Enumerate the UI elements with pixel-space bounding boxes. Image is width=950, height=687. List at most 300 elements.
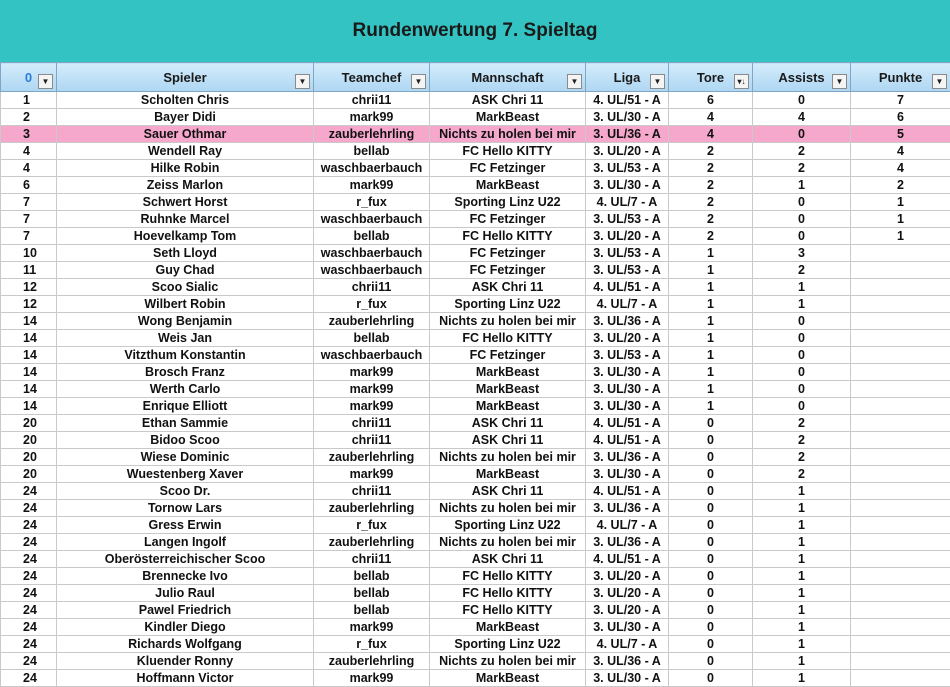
cell-tore[interactable]: 0 xyxy=(669,432,753,449)
cell-liga[interactable]: 3. UL/30 - A xyxy=(586,109,669,126)
cell-spieler[interactable]: Weis Jan xyxy=(57,330,314,347)
cell-assists[interactable]: 2 xyxy=(753,415,851,432)
cell-spieler[interactable]: Wong Benjamin xyxy=(57,313,314,330)
cell-spieler[interactable]: Bayer Didi xyxy=(57,109,314,126)
table-row[interactable] xyxy=(1,126,950,143)
cell-assists[interactable]: 1 xyxy=(753,585,851,602)
table-row[interactable] xyxy=(1,483,950,500)
cell-teamchef[interactable]: chrii11 xyxy=(314,551,430,568)
cell-rank[interactable]: 20 xyxy=(1,432,57,449)
cell-spieler[interactable]: Zeiss Marlon xyxy=(57,177,314,194)
cell-teamchef[interactable]: zauberlehrling xyxy=(314,126,430,143)
cell-teamchef[interactable]: chrii11 xyxy=(314,483,430,500)
cell-tore[interactable]: 0 xyxy=(669,534,753,551)
cell-assists[interactable]: 2 xyxy=(753,466,851,483)
cell-mannschaft[interactable]: MarkBeast xyxy=(430,381,586,398)
cell-punkte[interactable] xyxy=(851,636,950,653)
cell-teamchef[interactable]: mark99 xyxy=(314,364,430,381)
cell-punkte[interactable]: 6 xyxy=(851,109,950,126)
cell-punkte[interactable] xyxy=(851,551,950,568)
cell-mannschaft[interactable]: Nichts zu holen bei mir xyxy=(430,500,586,517)
cell-tore[interactable]: 1 xyxy=(669,313,753,330)
cell-mannschaft[interactable]: FC Hello KITTY xyxy=(430,143,586,160)
cell-liga[interactable]: 3. UL/30 - A xyxy=(586,466,669,483)
table-row[interactable] xyxy=(1,313,950,330)
cell-spieler[interactable]: Guy Chad xyxy=(57,262,314,279)
cell-rank[interactable]: 24 xyxy=(1,568,57,585)
cell-rank[interactable]: 24 xyxy=(1,551,57,568)
cell-assists[interactable]: 1 xyxy=(753,636,851,653)
cell-punkte[interactable]: 2 xyxy=(851,177,950,194)
cell-spieler[interactable]: Wuestenberg Xaver xyxy=(57,466,314,483)
cell-spieler[interactable]: Pawel Friedrich xyxy=(57,602,314,619)
cell-teamchef[interactable]: waschbaerbauch xyxy=(314,347,430,364)
cell-liga[interactable]: 4. UL/51 - A xyxy=(586,432,669,449)
cell-rank[interactable]: 7 xyxy=(1,194,57,211)
cell-assists[interactable]: 0 xyxy=(753,398,851,415)
cell-assists[interactable]: 2 xyxy=(753,449,851,466)
cell-teamchef[interactable]: zauberlehrling xyxy=(314,500,430,517)
cell-assists[interactable]: 3 xyxy=(753,245,851,262)
cell-tore[interactable]: 2 xyxy=(669,143,753,160)
filter-dropdown-icon[interactable]: ▼ xyxy=(832,74,847,89)
table-row[interactable] xyxy=(1,160,950,177)
cell-mannschaft[interactable]: MarkBeast xyxy=(430,619,586,636)
table-row[interactable] xyxy=(1,109,950,126)
cell-rank[interactable]: 24 xyxy=(1,517,57,534)
cell-punkte[interactable] xyxy=(851,449,950,466)
cell-teamchef[interactable]: zauberlehrling xyxy=(314,653,430,670)
cell-mannschaft[interactable]: MarkBeast xyxy=(430,466,586,483)
cell-spieler[interactable]: Sauer Othmar xyxy=(57,126,314,143)
cell-teamchef[interactable]: chrii11 xyxy=(314,432,430,449)
cell-liga[interactable]: 3. UL/30 - A xyxy=(586,619,669,636)
cell-assists[interactable]: 0 xyxy=(753,381,851,398)
cell-spieler[interactable]: Ethan Sammie xyxy=(57,415,314,432)
cell-assists[interactable]: 0 xyxy=(753,126,851,143)
cell-punkte[interactable] xyxy=(851,279,950,296)
cell-liga[interactable]: 4. UL/7 - A xyxy=(586,636,669,653)
cell-spieler[interactable]: Brosch Franz xyxy=(57,364,314,381)
cell-teamchef[interactable]: mark99 xyxy=(314,109,430,126)
cell-spieler[interactable]: Langen Ingolf xyxy=(57,534,314,551)
cell-mannschaft[interactable]: FC Hello KITTY xyxy=(430,568,586,585)
cell-assists[interactable]: 1 xyxy=(753,568,851,585)
cell-teamchef[interactable]: bellab xyxy=(314,568,430,585)
cell-tore[interactable]: 0 xyxy=(669,551,753,568)
cell-liga[interactable]: 3. UL/20 - A xyxy=(586,228,669,245)
cell-tore[interactable]: 0 xyxy=(669,517,753,534)
cell-tore[interactable]: 0 xyxy=(669,415,753,432)
cell-mannschaft[interactable]: FC Hello KITTY xyxy=(430,228,586,245)
cell-assists[interactable]: 1 xyxy=(753,619,851,636)
cell-rank[interactable]: 6 xyxy=(1,177,57,194)
cell-spieler[interactable]: Kindler Diego xyxy=(57,619,314,636)
cell-punkte[interactable] xyxy=(851,466,950,483)
cell-punkte[interactable] xyxy=(851,517,950,534)
cell-tore[interactable]: 2 xyxy=(669,177,753,194)
cell-assists[interactable]: 1 xyxy=(753,177,851,194)
cell-assists[interactable]: 0 xyxy=(753,211,851,228)
cell-liga[interactable]: 3. UL/20 - A xyxy=(586,585,669,602)
table-row[interactable] xyxy=(1,653,950,670)
cell-rank[interactable]: 24 xyxy=(1,653,57,670)
cell-liga[interactable]: 4. UL/51 - A xyxy=(586,92,669,109)
cell-mannschaft[interactable]: FC Hello KITTY xyxy=(430,330,586,347)
table-row[interactable] xyxy=(1,432,950,449)
cell-tore[interactable]: 0 xyxy=(669,449,753,466)
table-row[interactable] xyxy=(1,347,950,364)
cell-mannschaft[interactable]: FC Hello KITTY xyxy=(430,585,586,602)
table-row[interactable] xyxy=(1,602,950,619)
cell-punkte[interactable] xyxy=(851,364,950,381)
cell-liga[interactable]: 3. UL/36 - A xyxy=(586,126,669,143)
cell-teamchef[interactable]: r_fux xyxy=(314,636,430,653)
cell-assists[interactable]: 1 xyxy=(753,653,851,670)
cell-spieler[interactable]: Scoo Sialic xyxy=(57,279,314,296)
cell-tore[interactable]: 0 xyxy=(669,500,753,517)
cell-mannschaft[interactable]: FC Fetzinger xyxy=(430,262,586,279)
cell-punkte[interactable] xyxy=(851,670,950,687)
cell-spieler[interactable]: Vitzthum Konstantin xyxy=(57,347,314,364)
cell-liga[interactable]: 3. UL/36 - A xyxy=(586,500,669,517)
cell-teamchef[interactable]: waschbaerbauch xyxy=(314,160,430,177)
cell-rank[interactable]: 12 xyxy=(1,296,57,313)
cell-mannschaft[interactable]: MarkBeast xyxy=(430,177,586,194)
cell-mannschaft[interactable]: ASK Chri 11 xyxy=(430,551,586,568)
cell-mannschaft[interactable]: FC Fetzinger xyxy=(430,245,586,262)
table-row[interactable] xyxy=(1,585,950,602)
cell-assists[interactable]: 0 xyxy=(753,313,851,330)
cell-assists[interactable]: 0 xyxy=(753,347,851,364)
cell-punkte[interactable]: 1 xyxy=(851,228,950,245)
cell-teamchef[interactable]: bellab xyxy=(314,228,430,245)
cell-rank[interactable]: 20 xyxy=(1,449,57,466)
cell-liga[interactable]: 3. UL/36 - A xyxy=(586,534,669,551)
cell-rank[interactable]: 1 xyxy=(1,92,57,109)
table-row[interactable] xyxy=(1,398,950,415)
cell-punkte[interactable] xyxy=(851,296,950,313)
cell-spieler[interactable]: Werth Carlo xyxy=(57,381,314,398)
cell-spieler[interactable]: Wiese Dominic xyxy=(57,449,314,466)
cell-rank[interactable]: 10 xyxy=(1,245,57,262)
cell-teamchef[interactable]: chrii11 xyxy=(314,415,430,432)
cell-teamchef[interactable]: mark99 xyxy=(314,398,430,415)
cell-rank[interactable]: 20 xyxy=(1,466,57,483)
cell-teamchef[interactable]: mark99 xyxy=(314,466,430,483)
cell-punkte[interactable]: 1 xyxy=(851,194,950,211)
cell-teamchef[interactable]: r_fux xyxy=(314,517,430,534)
cell-teamchef[interactable]: zauberlehrling xyxy=(314,534,430,551)
cell-assists[interactable]: 1 xyxy=(753,670,851,687)
cell-spieler[interactable]: Ruhnke Marcel xyxy=(57,211,314,228)
cell-punkte[interactable] xyxy=(851,619,950,636)
cell-spieler[interactable]: Schwert Horst xyxy=(57,194,314,211)
cell-teamchef[interactable]: bellab xyxy=(314,330,430,347)
cell-rank[interactable]: 24 xyxy=(1,500,57,517)
cell-punkte[interactable] xyxy=(851,313,950,330)
cell-punkte[interactable] xyxy=(851,347,950,364)
table-row[interactable] xyxy=(1,466,950,483)
cell-assists[interactable]: 2 xyxy=(753,432,851,449)
cell-tore[interactable]: 0 xyxy=(669,466,753,483)
cell-spieler[interactable]: Richards Wolfgang xyxy=(57,636,314,653)
cell-rank[interactable]: 14 xyxy=(1,347,57,364)
table-row[interactable] xyxy=(1,143,950,160)
cell-assists[interactable]: 1 xyxy=(753,483,851,500)
cell-liga[interactable]: 3. UL/53 - A xyxy=(586,160,669,177)
cell-spieler[interactable]: Julio Raul xyxy=(57,585,314,602)
cell-liga[interactable]: 3. UL/30 - A xyxy=(586,381,669,398)
cell-assists[interactable]: 1 xyxy=(753,279,851,296)
table-row[interactable] xyxy=(1,262,950,279)
cell-rank[interactable]: 14 xyxy=(1,313,57,330)
table-row[interactable] xyxy=(1,211,950,228)
cell-rank[interactable]: 24 xyxy=(1,534,57,551)
cell-liga[interactable]: 3. UL/30 - A xyxy=(586,398,669,415)
cell-tore[interactable]: 2 xyxy=(669,160,753,177)
cell-liga[interactable]: 4. UL/7 - A xyxy=(586,517,669,534)
filter-dropdown-icon[interactable]: ▼ xyxy=(411,74,426,89)
cell-teamchef[interactable]: mark99 xyxy=(314,381,430,398)
cell-mannschaft[interactable]: ASK Chri 11 xyxy=(430,415,586,432)
cell-mannschaft[interactable]: MarkBeast xyxy=(430,109,586,126)
cell-tore[interactable]: 0 xyxy=(669,653,753,670)
cell-tore[interactable]: 0 xyxy=(669,636,753,653)
cell-teamchef[interactable]: bellab xyxy=(314,585,430,602)
cell-spieler[interactable]: Wendell Ray xyxy=(57,143,314,160)
cell-punkte[interactable] xyxy=(851,245,950,262)
cell-punkte[interactable] xyxy=(851,432,950,449)
cell-assists[interactable]: 2 xyxy=(753,143,851,160)
cell-tore[interactable]: 1 xyxy=(669,279,753,296)
cell-mannschaft[interactable]: Sporting Linz U22 xyxy=(430,636,586,653)
cell-teamchef[interactable]: waschbaerbauch xyxy=(314,262,430,279)
cell-liga[interactable]: 3. UL/36 - A xyxy=(586,313,669,330)
cell-teamchef[interactable]: mark99 xyxy=(314,670,430,687)
cell-mannschaft[interactable]: Sporting Linz U22 xyxy=(430,517,586,534)
cell-assists[interactable]: 1 xyxy=(753,534,851,551)
cell-tore[interactable]: 0 xyxy=(669,483,753,500)
cell-tore[interactable]: 1 xyxy=(669,262,753,279)
cell-spieler[interactable]: Oberösterreichischer Scoo xyxy=(57,551,314,568)
cell-assists[interactable]: 1 xyxy=(753,296,851,313)
cell-tore[interactable]: 1 xyxy=(669,381,753,398)
cell-rank[interactable]: 24 xyxy=(1,619,57,636)
cell-spieler[interactable]: Scholten Chris xyxy=(57,92,314,109)
cell-tore[interactable]: 0 xyxy=(669,585,753,602)
cell-mannschaft[interactable]: MarkBeast xyxy=(430,670,586,687)
cell-spieler[interactable]: Tornow Lars xyxy=(57,500,314,517)
cell-rank[interactable]: 24 xyxy=(1,585,57,602)
cell-rank[interactable]: 24 xyxy=(1,670,57,687)
cell-punkte[interactable] xyxy=(851,585,950,602)
cell-assists[interactable]: 1 xyxy=(753,517,851,534)
cell-mannschaft[interactable]: MarkBeast xyxy=(430,364,586,381)
cell-teamchef[interactable]: waschbaerbauch xyxy=(314,211,430,228)
cell-mannschaft[interactable]: Nichts zu holen bei mir xyxy=(430,449,586,466)
cell-rank[interactable]: 24 xyxy=(1,602,57,619)
cell-spieler[interactable]: Hilke Robin xyxy=(57,160,314,177)
cell-mannschaft[interactable]: MarkBeast xyxy=(430,398,586,415)
cell-mannschaft[interactable]: ASK Chri 11 xyxy=(430,483,586,500)
cell-teamchef[interactable]: zauberlehrling xyxy=(314,449,430,466)
cell-spieler[interactable]: Kluender Ronny xyxy=(57,653,314,670)
table-row[interactable] xyxy=(1,670,950,687)
cell-punkte[interactable] xyxy=(851,398,950,415)
table-row[interactable] xyxy=(1,279,950,296)
cell-assists[interactable]: 0 xyxy=(753,364,851,381)
table-row[interactable] xyxy=(1,364,950,381)
cell-tore[interactable]: 2 xyxy=(669,194,753,211)
cell-punkte[interactable]: 1 xyxy=(851,211,950,228)
cell-liga[interactable]: 3. UL/36 - A xyxy=(586,449,669,466)
cell-spieler[interactable]: Seth Lloyd xyxy=(57,245,314,262)
cell-rank[interactable]: 14 xyxy=(1,330,57,347)
cell-rank[interactable]: 3 xyxy=(1,126,57,143)
cell-teamchef[interactable]: waschbaerbauch xyxy=(314,245,430,262)
cell-assists[interactable]: 2 xyxy=(753,160,851,177)
cell-teamchef[interactable]: bellab xyxy=(314,143,430,160)
cell-liga[interactable]: 3. UL/30 - A xyxy=(586,364,669,381)
cell-liga[interactable]: 3. UL/53 - A xyxy=(586,245,669,262)
filter-dropdown-icon[interactable]: ▼ xyxy=(38,74,53,89)
cell-assists[interactable]: 2 xyxy=(753,262,851,279)
cell-rank[interactable]: 14 xyxy=(1,381,57,398)
cell-assists[interactable]: 1 xyxy=(753,551,851,568)
cell-tore[interactable]: 4 xyxy=(669,109,753,126)
cell-rank[interactable]: 7 xyxy=(1,211,57,228)
cell-teamchef[interactable]: r_fux xyxy=(314,194,430,211)
table-row[interactable] xyxy=(1,194,950,211)
cell-mannschaft[interactable]: ASK Chri 11 xyxy=(430,92,586,109)
cell-rank[interactable]: 7 xyxy=(1,228,57,245)
cell-liga[interactable]: 3. UL/20 - A xyxy=(586,568,669,585)
cell-liga[interactable]: 4. UL/51 - A xyxy=(586,551,669,568)
table-row[interactable] xyxy=(1,619,950,636)
cell-spieler[interactable]: Scoo Dr. xyxy=(57,483,314,500)
cell-punkte[interactable] xyxy=(851,500,950,517)
cell-liga[interactable]: 3. UL/53 - A xyxy=(586,211,669,228)
cell-mannschaft[interactable]: ASK Chri 11 xyxy=(430,432,586,449)
cell-punkte[interactable] xyxy=(851,568,950,585)
cell-tore[interactable]: 2 xyxy=(669,211,753,228)
cell-mannschaft[interactable]: Nichts zu holen bei mir xyxy=(430,534,586,551)
cell-liga[interactable]: 3. UL/20 - A xyxy=(586,143,669,160)
filter-dropdown-icon[interactable]: ▼ xyxy=(932,74,947,89)
cell-tore[interactable]: 2 xyxy=(669,228,753,245)
cell-tore[interactable]: 1 xyxy=(669,296,753,313)
cell-liga[interactable]: 3. UL/53 - A xyxy=(586,347,669,364)
cell-liga[interactable]: 3. UL/20 - A xyxy=(586,330,669,347)
cell-assists[interactable]: 1 xyxy=(753,500,851,517)
cell-mannschaft[interactable]: Nichts zu holen bei mir xyxy=(430,313,586,330)
cell-spieler[interactable]: Bidoo Scoo xyxy=(57,432,314,449)
cell-rank[interactable]: 14 xyxy=(1,398,57,415)
cell-assists[interactable]: 0 xyxy=(753,228,851,245)
cell-mannschaft[interactable]: Nichts zu holen bei mir xyxy=(430,126,586,143)
cell-spieler[interactable]: Hoffmann Victor xyxy=(57,670,314,687)
cell-mannschaft[interactable]: FC Fetzinger xyxy=(430,211,586,228)
cell-tore[interactable]: 0 xyxy=(669,568,753,585)
table-row[interactable] xyxy=(1,245,950,262)
cell-rank[interactable]: 2 xyxy=(1,109,57,126)
table-row[interactable] xyxy=(1,636,950,653)
cell-punkte[interactable]: 7 xyxy=(851,92,950,109)
cell-rank[interactable]: 14 xyxy=(1,364,57,381)
cell-liga[interactable]: 4. UL/7 - A xyxy=(586,296,669,313)
cell-spieler[interactable]: Enrique Elliott xyxy=(57,398,314,415)
filter-dropdown-icon[interactable]: ▼ xyxy=(650,74,665,89)
cell-punkte[interactable] xyxy=(851,602,950,619)
cell-mannschaft[interactable]: FC Hello KITTY xyxy=(430,602,586,619)
cell-liga[interactable]: 3. UL/53 - A xyxy=(586,262,669,279)
cell-punkte[interactable] xyxy=(851,330,950,347)
cell-tore[interactable]: 6 xyxy=(669,92,753,109)
cell-mannschaft[interactable]: FC Fetzinger xyxy=(430,160,586,177)
cell-punkte[interactable] xyxy=(851,534,950,551)
cell-spieler[interactable]: Wilbert Robin xyxy=(57,296,314,313)
table-row[interactable] xyxy=(1,551,950,568)
table-row[interactable] xyxy=(1,330,950,347)
cell-liga[interactable]: 4. UL/51 - A xyxy=(586,415,669,432)
table-row[interactable] xyxy=(1,228,950,245)
cell-liga[interactable]: 3. UL/30 - A xyxy=(586,670,669,687)
cell-teamchef[interactable]: mark99 xyxy=(314,177,430,194)
cell-punkte[interactable]: 5 xyxy=(851,126,950,143)
filter-dropdown-icon[interactable]: ▼ xyxy=(295,74,310,89)
table-row[interactable] xyxy=(1,381,950,398)
cell-rank[interactable]: 12 xyxy=(1,279,57,296)
cell-tore[interactable]: 1 xyxy=(669,347,753,364)
cell-punkte[interactable] xyxy=(851,653,950,670)
cell-liga[interactable]: 4. UL/51 - A xyxy=(586,279,669,296)
cell-liga[interactable]: 3. UL/30 - A xyxy=(586,177,669,194)
cell-spieler[interactable]: Hoevelkamp Tom xyxy=(57,228,314,245)
cell-tore[interactable]: 0 xyxy=(669,619,753,636)
cell-punkte[interactable] xyxy=(851,381,950,398)
cell-punkte[interactable]: 4 xyxy=(851,160,950,177)
filter-dropdown-icon[interactable]: ▼ xyxy=(567,74,582,89)
cell-teamchef[interactable]: r_fux xyxy=(314,296,430,313)
cell-teamchef[interactable]: zauberlehrling xyxy=(314,313,430,330)
cell-punkte[interactable]: 4 xyxy=(851,143,950,160)
cell-tore[interactable]: 1 xyxy=(669,330,753,347)
cell-punkte[interactable] xyxy=(851,415,950,432)
cell-spieler[interactable]: Brennecke Ivo xyxy=(57,568,314,585)
cell-assists[interactable]: 0 xyxy=(753,194,851,211)
cell-rank[interactable]: 20 xyxy=(1,415,57,432)
table-row[interactable] xyxy=(1,534,950,551)
cell-tore[interactable]: 0 xyxy=(669,602,753,619)
cell-teamchef[interactable]: chrii11 xyxy=(314,92,430,109)
cell-tore[interactable]: 4 xyxy=(669,126,753,143)
table-row[interactable] xyxy=(1,296,950,313)
cell-assists[interactable]: 0 xyxy=(753,330,851,347)
cell-liga[interactable]: 3. UL/36 - A xyxy=(586,653,669,670)
cell-tore[interactable]: 1 xyxy=(669,364,753,381)
cell-rank[interactable]: 24 xyxy=(1,483,57,500)
cell-mannschaft[interactable]: FC Fetzinger xyxy=(430,347,586,364)
table-row[interactable] xyxy=(1,500,950,517)
cell-mannschaft[interactable]: ASK Chri 11 xyxy=(430,279,586,296)
cell-tore[interactable]: 1 xyxy=(669,398,753,415)
cell-teamchef[interactable]: mark99 xyxy=(314,619,430,636)
table-row[interactable] xyxy=(1,449,950,466)
cell-assists[interactable]: 4 xyxy=(753,109,851,126)
cell-assists[interactable]: 1 xyxy=(753,602,851,619)
table-row[interactable] xyxy=(1,568,950,585)
